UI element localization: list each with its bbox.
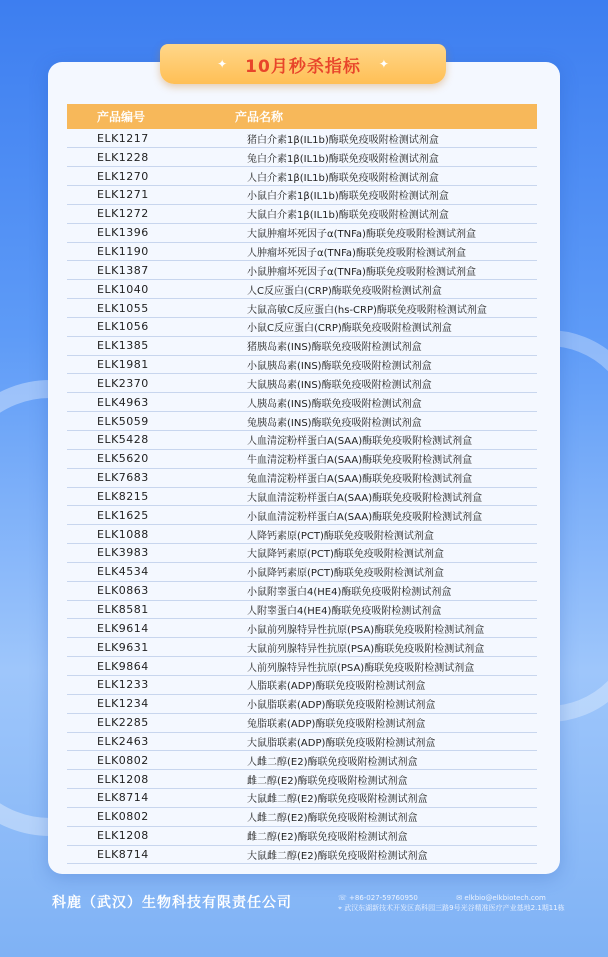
table-body xyxy=(67,129,537,864)
product-name: 兔白介素1β(IL1b)酶联免疫吸附检测试剂盒 xyxy=(247,153,439,165)
product-code: ELK1208 xyxy=(97,772,149,786)
table-row xyxy=(67,581,537,600)
product-name: 小鼠肿瘤坏死因子α(TNFa)酶联免疫吸附检测试剂盒 xyxy=(247,266,476,278)
product-code: ELK1040 xyxy=(97,282,149,296)
product-code: ELK8714 xyxy=(97,847,149,861)
table-row xyxy=(67,129,537,148)
product-code: ELK1228 xyxy=(97,150,149,164)
product-code: ELK1625 xyxy=(97,508,149,522)
product-name: 小鼠白介素1β(IL1b)酶联免疫吸附检测试剂盒 xyxy=(247,191,449,203)
product-code: ELK4534 xyxy=(97,565,149,579)
product-code: ELK9864 xyxy=(97,659,149,673)
table-row xyxy=(67,770,537,789)
product-code: ELK1217 xyxy=(97,131,149,145)
table-row xyxy=(67,449,537,468)
table-row xyxy=(67,299,537,318)
product-code: ELK2370 xyxy=(97,376,149,390)
table-row xyxy=(67,619,537,638)
product-code: ELK1387 xyxy=(97,263,149,277)
footer xyxy=(0,880,608,957)
table-row xyxy=(67,657,537,676)
product-code: ELK5620 xyxy=(97,452,149,466)
table-row xyxy=(67,223,537,242)
product-code: ELK1270 xyxy=(97,169,149,183)
table-row xyxy=(67,374,537,393)
product-code: ELK1271 xyxy=(97,188,149,202)
product-code: ELK3983 xyxy=(97,546,149,560)
table-row xyxy=(67,487,537,506)
table-row xyxy=(67,751,537,770)
product-name: 人胰岛素(INS)酶联免疫吸附检测试剂盒 xyxy=(247,398,422,410)
product-code: ELK8581 xyxy=(97,603,149,617)
table-row xyxy=(67,506,537,525)
table-row xyxy=(67,204,537,223)
page-title: 10月秒杀指标 xyxy=(245,56,361,77)
product-name: 大鼠雌二醇(E2)酶联免疫吸附检测试剂盒 xyxy=(247,850,428,862)
product-code: ELK0802 xyxy=(97,810,149,824)
product-code: ELK7683 xyxy=(97,471,149,485)
table-row xyxy=(67,562,537,581)
product-name: 猪胰岛素(INS)酶联免疫吸附检测试剂盒 xyxy=(247,342,422,354)
product-code: ELK5059 xyxy=(97,414,149,428)
table-row xyxy=(67,845,537,864)
table-row xyxy=(67,600,537,619)
product-name: 小鼠降钙素原(PCT)酶联免疫吸附检测试剂盒 xyxy=(247,568,444,580)
table-row xyxy=(67,789,537,808)
product-name: 人降钙素原(PCT)酶联免疫吸附检测试剂盒 xyxy=(247,530,434,542)
product-name: 大鼠胰岛素(INS)酶联免疫吸附检测试剂盒 xyxy=(247,379,432,391)
product-name: 人白介素1β(IL1b)酶联免疫吸附检测试剂盒 xyxy=(247,172,439,184)
product-name: 人前列腺特异性抗原(PSA)酶联免疫吸附检测试剂盒 xyxy=(247,662,475,674)
product-name: 兔胰岛素(INS)酶联免疫吸附检测试剂盒 xyxy=(247,417,422,429)
table-row xyxy=(67,186,537,205)
product-code: ELK1981 xyxy=(97,358,149,372)
product-code: ELK9614 xyxy=(97,621,149,635)
table-row xyxy=(67,694,537,713)
product-name: 人脂联素(ADP)酶联免疫吸附检测试剂盒 xyxy=(247,681,426,693)
title-banner xyxy=(160,44,446,84)
table-row xyxy=(67,242,537,261)
product-code: ELK1208 xyxy=(97,829,149,843)
table-row xyxy=(67,675,537,694)
product-table xyxy=(67,104,537,864)
product-name: 雌二醇(E2)酶联免疫吸附检测试剂盒 xyxy=(247,775,408,787)
table-row xyxy=(67,261,537,280)
product-code: ELK1055 xyxy=(97,301,149,315)
product-name: 人雌二醇(E2)酶联免疫吸附检测试剂盒 xyxy=(247,756,418,768)
table-row xyxy=(67,525,537,544)
location-icon: ⌖ xyxy=(338,904,342,912)
product-code: ELK0802 xyxy=(97,753,149,767)
product-name: 大鼠降钙素原(PCT)酶联免疫吸附检测试剂盒 xyxy=(247,549,444,561)
email-address: elkbio@elkbiotech.com xyxy=(464,894,546,902)
contact-info xyxy=(338,893,565,913)
column-header-name: 产品名称 xyxy=(235,110,284,124)
product-code: ELK8215 xyxy=(97,489,149,503)
product-name: 大鼠雌二醇(E2)酶联免疫吸附检测试剂盒 xyxy=(247,794,428,806)
table-row xyxy=(67,544,537,563)
product-name: 小鼠前列腺特异性抗原(PSA)酶联免疫吸附检测试剂盒 xyxy=(247,624,485,636)
product-code: ELK2285 xyxy=(97,716,149,730)
product-code: ELK2463 xyxy=(97,734,149,748)
product-name: 人雌二醇(E2)酶联免疫吸附检测试剂盒 xyxy=(247,813,418,825)
table-row xyxy=(67,148,537,167)
product-code: ELK4963 xyxy=(97,395,149,409)
email-icon: ✉ xyxy=(456,894,463,902)
product-name: 兔血清淀粉样蛋白A(SAA)酶联免疫吸附检测试剂盒 xyxy=(247,474,473,486)
product-code: ELK0863 xyxy=(97,584,149,598)
product-code: ELK8714 xyxy=(97,791,149,805)
table-row xyxy=(67,826,537,845)
phone-number: +86-027-59760950 xyxy=(349,894,418,902)
product-code: ELK1396 xyxy=(97,226,149,240)
product-name: 雌二醇(E2)酶联免疫吸附检测试剂盒 xyxy=(247,832,408,844)
table-row xyxy=(67,807,537,826)
product-code: ELK1088 xyxy=(97,527,149,541)
product-code: ELK1385 xyxy=(97,339,149,353)
table-row xyxy=(67,468,537,487)
product-name: 大鼠血清淀粉样蛋白A(SAA)酶联免疫吸附检测试剂盒 xyxy=(247,492,483,504)
company-name: 科鹿（武汉）生物科技有限责任公司 xyxy=(52,895,292,911)
table-row xyxy=(67,431,537,450)
product-code: ELK1272 xyxy=(97,207,149,221)
product-name: 兔脂联素(ADP)酶联免疫吸附检测试剂盒 xyxy=(247,719,426,731)
table-row xyxy=(67,167,537,186)
product-code: ELK1233 xyxy=(97,678,149,692)
product-name: 大鼠肿瘤坏死因子α(TNFa)酶联免疫吸附检测试剂盒 xyxy=(247,229,476,241)
table-row xyxy=(67,732,537,751)
table-header-row xyxy=(67,104,537,129)
address: 武汉东湖新技术开发区高科园三路9号光谷精准医疗产业基地2.1期11栋 xyxy=(344,904,565,912)
product-name: 小鼠附睾蛋白4(HE4)酶联免疫吸附检测试剂盒 xyxy=(247,587,452,599)
phone-icon: ☏ xyxy=(338,894,347,902)
table-row xyxy=(67,280,537,299)
product-name: 人附睾蛋白4(HE4)酶联免疫吸附检测试剂盒 xyxy=(247,606,442,618)
product-name: 小鼠C反应蛋白(CRP)酶联免疫吸附检测试剂盒 xyxy=(247,323,452,335)
table-row xyxy=(67,638,537,657)
product-code: ELK1056 xyxy=(97,320,149,334)
product-name: 人血清淀粉样蛋白A(SAA)酶联免疫吸附检测试剂盒 xyxy=(247,436,473,448)
product-name: 大鼠前列腺特异性抗原(PSA)酶联免疫吸附检测试剂盒 xyxy=(247,643,485,655)
product-name: 大鼠脂联素(ADP)酶联免疫吸附检测试剂盒 xyxy=(247,737,436,749)
product-name: 大鼠白介素1β(IL1b)酶联免疫吸附检测试剂盒 xyxy=(247,210,449,222)
product-code: ELK9631 xyxy=(97,640,149,654)
product-name: 人肿瘤坏死因子α(TNFa)酶联免疫吸附检测试剂盒 xyxy=(247,247,466,259)
sparkle-icon: ✦ xyxy=(217,57,228,71)
table-row xyxy=(67,713,537,732)
product-name: 小鼠脂联素(ADP)酶联免疫吸附检测试剂盒 xyxy=(247,700,436,712)
product-name: 小鼠胰岛素(INS)酶联免疫吸附检测试剂盒 xyxy=(247,361,432,373)
product-name: 牛血清淀粉样蛋白A(SAA)酶联免疫吸附检测试剂盒 xyxy=(247,455,473,467)
table-row xyxy=(67,393,537,412)
table-row xyxy=(67,355,537,374)
product-code: ELK5428 xyxy=(97,433,149,447)
sparkle-icon: ✦ xyxy=(378,57,389,71)
table-row xyxy=(67,336,537,355)
product-name: 猪白介素1β(IL1b)酶联免疫吸附检测试剂盒 xyxy=(247,134,439,146)
table-row xyxy=(67,412,537,431)
table-row xyxy=(67,317,537,336)
product-name: 小鼠血清淀粉样蛋白A(SAA)酶联免疫吸附检测试剂盒 xyxy=(247,511,483,523)
column-header-code: 产品编号 xyxy=(97,110,146,124)
product-name: 人C反应蛋白(CRP)酶联免疫吸附检测试剂盒 xyxy=(247,285,442,297)
product-code: ELK1190 xyxy=(97,244,149,258)
product-name: 大鼠高敏C反应蛋白(hs-CRP)酶联免疫吸附检测试剂盒 xyxy=(247,304,487,316)
product-code: ELK1234 xyxy=(97,697,149,711)
